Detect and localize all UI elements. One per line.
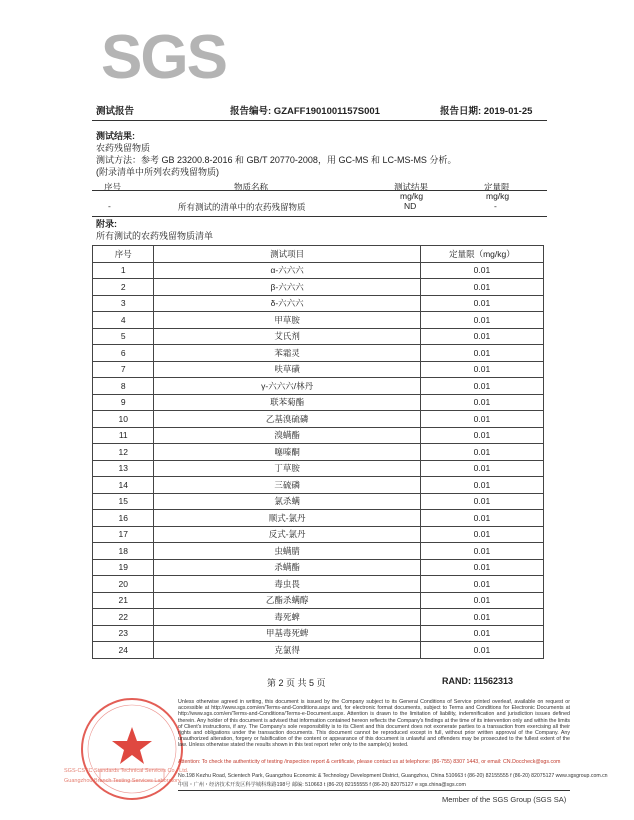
table-row <box>93 262 544 279</box>
quantitation-limit: 0.01 <box>420 625 543 642</box>
attention-text: Attention: To check the authenticity of testing /inspection report & certificate, please contact us at telephone: (86-755) 8307 1443, or email: CN.Doccheck@sgs.com <box>178 759 561 765</box>
table-row <box>93 394 544 411</box>
quantitation-limit: 0.01 <box>420 444 543 461</box>
summary-row-limit: - <box>494 201 497 211</box>
col-header-limit: 定量限（mg/kg） <box>420 246 543 263</box>
test-item: δ-六六六 <box>154 295 420 312</box>
quantitation-limit: 0.01 <box>420 394 543 411</box>
table-row <box>93 411 544 428</box>
test-item: α-六六六 <box>154 262 420 279</box>
summary-divider-top <box>92 190 547 191</box>
rand-number: RAND: 11562313 <box>442 676 514 686</box>
summary-row-no: - <box>108 201 111 211</box>
summary-header-result: 测试结果 <box>394 182 429 192</box>
row-number: 15 <box>93 493 154 510</box>
table-row <box>93 609 544 626</box>
quantitation-limit: 0.01 <box>420 592 543 609</box>
test-item: 苯霜灵 <box>154 345 420 362</box>
summary-divider-bottom <box>92 216 547 217</box>
table-row <box>93 427 544 444</box>
test-item: 克氯得 <box>154 642 420 659</box>
table-header-row <box>93 246 544 263</box>
test-item: β-六六六 <box>154 279 420 296</box>
row-number: 14 <box>93 477 154 494</box>
quantitation-limit: 0.01 <box>420 345 543 362</box>
quantitation-limit: 0.01 <box>420 510 543 527</box>
row-number: 10 <box>93 411 154 428</box>
summary-header-name: 物质名称 <box>234 182 269 192</box>
row-number: 7 <box>93 361 154 378</box>
pesticide-table <box>92 245 544 659</box>
quantitation-limit: 0.01 <box>420 460 543 477</box>
table-row <box>93 328 544 345</box>
official-seal-stamp <box>78 695 186 803</box>
test-item: 杀螨酯 <box>154 559 420 576</box>
table-row <box>93 444 544 461</box>
row-number: 13 <box>93 460 154 477</box>
row-number: 5 <box>93 328 154 345</box>
summary-row-name: 所有测试的清单中的农药残留物质 <box>178 202 306 212</box>
stamp-line-2: Guangzhou Branch Testing Services Laboratory <box>64 778 181 784</box>
row-number: 6 <box>93 345 154 362</box>
table-row <box>93 295 544 312</box>
results-title: 测试结果: <box>96 131 135 141</box>
table-row <box>93 576 544 593</box>
table-row <box>93 559 544 576</box>
table-row <box>93 592 544 609</box>
row-number: 2 <box>93 279 154 296</box>
test-item: 顺式-氯丹 <box>154 510 420 527</box>
quantitation-limit: 0.01 <box>420 609 543 626</box>
summary-header-no: 序号 <box>104 182 122 192</box>
test-item: 氯杀螨 <box>154 493 420 510</box>
quantitation-limit: 0.01 <box>420 262 543 279</box>
quantitation-limit: 0.01 <box>420 411 543 428</box>
row-number: 18 <box>93 543 154 560</box>
test-item: 溴螨酯 <box>154 427 420 444</box>
col-header-item: 测试项目 <box>154 246 420 263</box>
quantitation-limit: 0.01 <box>420 378 543 395</box>
table-row <box>93 642 544 659</box>
row-number: 16 <box>93 510 154 527</box>
table-row <box>93 526 544 543</box>
row-number: 1 <box>93 262 154 279</box>
summary-table <box>96 181 546 211</box>
quantitation-limit: 0.01 <box>420 295 543 312</box>
quantitation-limit: 0.01 <box>420 576 543 593</box>
header-divider <box>92 120 547 121</box>
results-note: (附录清单中所列农药残留物质) <box>96 167 219 177</box>
footer-divider <box>178 790 570 791</box>
table-row <box>93 510 544 527</box>
disclaimer-text: Unless otherwise agreed in writing, this document is issued by the Company subject to its General Conditions of Service printed overleaf, available on request or accessible at http://www.sgs.com/en/Terms-and-Conditions.aspx and, for electronic format documents, subject to Terms and Conditions for Electronic Documents at http://www.sgs.com/en/Terms-and-Conditions/Terms-e-Document.aspx. Attention is drawn to the limitation of liability, indemnification and jurisdiction issues defined therein. Any holder of this document is advised that information contained hereon reflects the Company's findings at the time of its intervention only and within the limits of Client's instructions, if any. The Company's sole responsibility is to its Client and this document does not exonerate parties to a transaction from exercising all their rights and obligations under the transaction documents. This document cannot be reproduced except in full, without prior written approval of the Company. Any unauthorized alteration, forgery or falsification of the content or appearance of this document is unlawful and offenders may be prosecuted to the fullest extent of the law. Unless otherwise stated the results shown in this test report refer only to the sample(s) tested. <box>178 699 570 749</box>
quantitation-limit: 0.01 <box>420 328 543 345</box>
table-row <box>93 312 544 329</box>
table-row <box>93 477 544 494</box>
row-number: 24 <box>93 642 154 659</box>
report-label: 测试报告 <box>96 106 135 117</box>
table-row <box>93 543 544 560</box>
row-number: 23 <box>93 625 154 642</box>
test-item: 甲草胺 <box>154 312 420 329</box>
page-number: 第 2 页 共 5 页 <box>267 678 326 688</box>
row-number: 17 <box>93 526 154 543</box>
appendix-subtitle: 所有测试的农药残留物质清单 <box>96 231 214 241</box>
quantitation-limit: 0.01 <box>420 361 543 378</box>
test-item: 呋草磺 <box>154 361 420 378</box>
address-english: No.198 Kezhu Road, Scientech Park, Guangzhou Economic & Technology Development District, Guangzhou, China 510663 t (86-20) 82155555 f (86-20) 82075127 www.sgsgroup.com.cn <box>178 773 608 779</box>
summary-header-limit-unit: mg/kg <box>486 191 510 201</box>
summary-header-result-unit: mg/kg <box>400 191 424 201</box>
row-number: 9 <box>93 394 154 411</box>
appendix-title: 附录: <box>96 219 117 229</box>
member-text: Member of the SGS Group (SGS SA) <box>442 795 567 804</box>
address-chinese: 中国・广州・经济技术开发区科学城科珠路198号 邮编: 510663 t (86-20) 82155555 f (86-20) 82075127 e sgs.china@sgs.com <box>178 782 466 788</box>
test-item: 甲基毒死蜱 <box>154 625 420 642</box>
test-item: 毒死蜱 <box>154 609 420 626</box>
table-row <box>93 625 544 642</box>
quantitation-limit: 0.01 <box>420 559 543 576</box>
row-number: 8 <box>93 378 154 395</box>
quantitation-limit: 0.01 <box>420 543 543 560</box>
quantitation-limit: 0.01 <box>420 642 543 659</box>
test-item: 艾氏剂 <box>154 328 420 345</box>
test-item: 联苯菊酯 <box>154 394 420 411</box>
sgs-logo <box>101 23 226 92</box>
quantitation-limit: 0.01 <box>420 279 543 296</box>
test-item: 噻嗪酮 <box>154 444 420 461</box>
test-item: 乙基溴硫磷 <box>154 411 420 428</box>
row-number: 22 <box>93 609 154 626</box>
row-number: 20 <box>93 576 154 593</box>
row-number: 12 <box>93 444 154 461</box>
col-header-no: 序号 <box>93 246 154 263</box>
test-method: 测试方法：参考 GB 23200.8-2016 和 GB/T 20770-2008，用 GC-MS 和 LC-MS-MS 分析。 <box>96 155 457 165</box>
summary-header-limit: 定量限 <box>484 182 510 192</box>
row-number: 4 <box>93 312 154 329</box>
summary-row-result: ND <box>404 201 417 211</box>
row-number: 21 <box>93 592 154 609</box>
quantitation-limit: 0.01 <box>420 493 543 510</box>
quantitation-limit: 0.01 <box>420 526 543 543</box>
test-item: 丁草胺 <box>154 460 420 477</box>
table-row <box>93 345 544 362</box>
stamp-line-1: SGS-CSTC Standards Technical Services Co., Ltd. <box>64 768 189 774</box>
table-row <box>93 361 544 378</box>
table-row <box>93 279 544 296</box>
table-row <box>93 378 544 395</box>
quantitation-limit: 0.01 <box>420 312 543 329</box>
row-number: 19 <box>93 559 154 576</box>
test-item: 乙酯杀螨醇 <box>154 592 420 609</box>
row-number: 11 <box>93 427 154 444</box>
table-row <box>93 493 544 510</box>
test-item: 三硫磷 <box>154 477 420 494</box>
test-item: γ-六六六/林丹 <box>154 378 420 395</box>
test-item: 虫螨腈 <box>154 543 420 560</box>
report-date: 报告日期: 2019-01-25 <box>440 106 533 117</box>
test-item: 反式-氯丹 <box>154 526 420 543</box>
quantitation-limit: 0.01 <box>420 427 543 444</box>
svg-text:SGS: SGS <box>101 23 226 92</box>
results-subtitle: 农药残留物质 <box>96 143 151 153</box>
table-row <box>93 460 544 477</box>
row-number: 3 <box>93 295 154 312</box>
test-item: 毒虫畏 <box>154 576 420 593</box>
report-number: 报告编号: GZAFF1901001157S001 <box>230 106 380 117</box>
quantitation-limit: 0.01 <box>420 477 543 494</box>
